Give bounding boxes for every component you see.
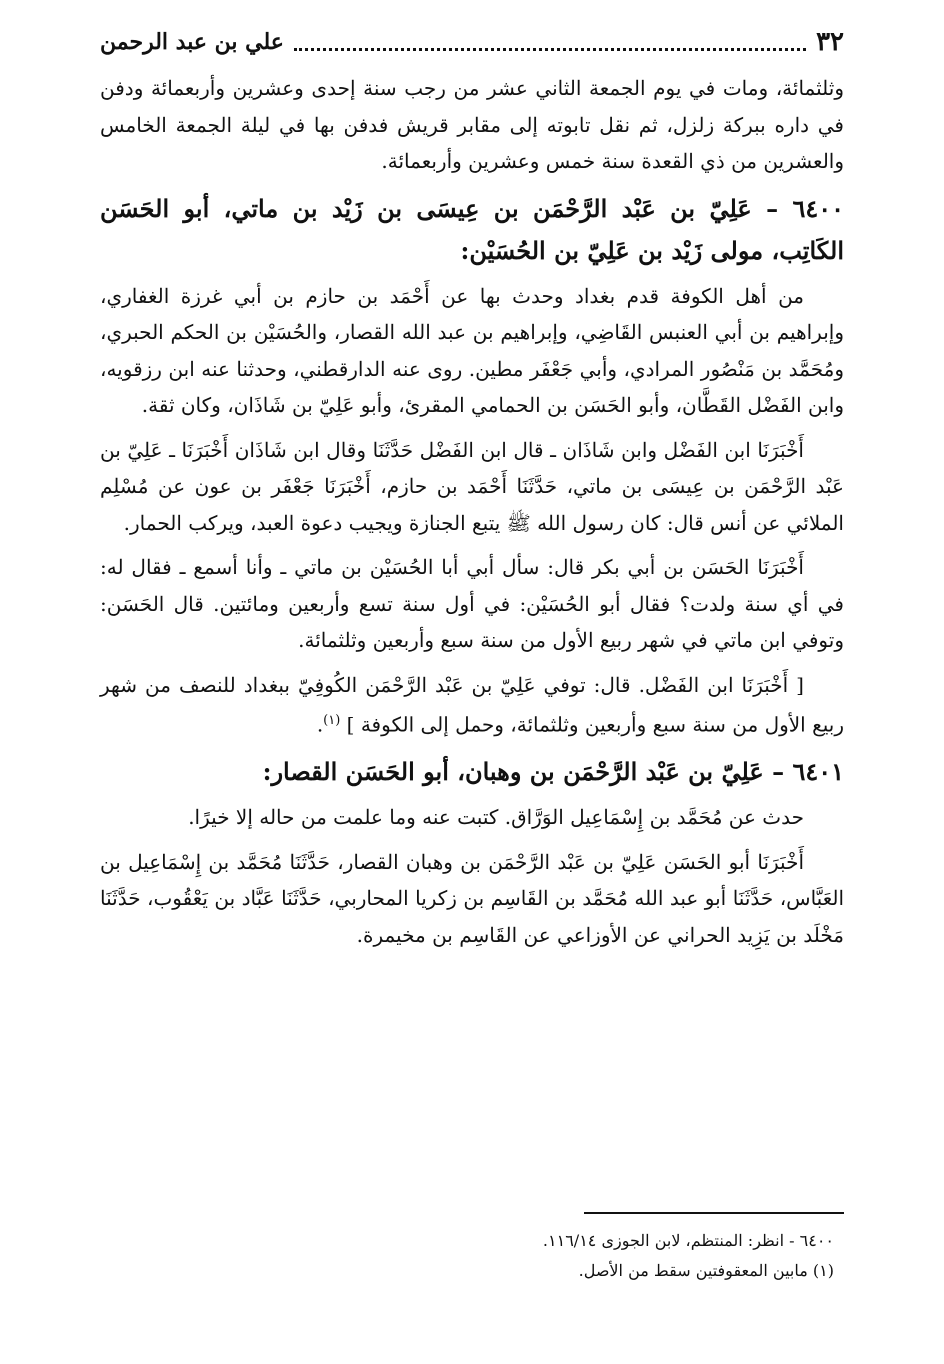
paragraph-entry-6400-death: [ أَخْبَرَنَا ابن الفَضْل. قال: توفي عَلِيّ بن عَبْد الرَّحْمَن الكُوفِيّ ببغداد للنصف من شهر ربيع الأول من سنة سبع وأربعين وثلثمائة، وحمل إلى الكوفة ] $^{(١)}$. [100, 672, 844, 737]
paragraph-continuation: وثلثمائة، ومات في يوم الجمعة الثاني عشر من رجب سنة إحدى وعشرين وأربعمائة ودفن في داره ببركة زلزل، ثم نقل تابوته إلى مقابر قريش فدفن بها في ليلة الجمعة الخامس والعشرين من ذي القعدة سنة خمس وعشرين وأربعمائة. [100, 76, 844, 173]
paragraph-entry-6401-hadith: أَخْبَرَنَا أبو الحَسَن عَلِيّ بن عَبْد الرَّحْمَن بن وهبان القصار، حَدَّثَنَا مُحَمَّد بن إِسْمَاعِيل بن العَبَّاس، حَدَّثَنَا أبو عبد الله مُحَمَّد بن القَاسِم بن زكريا المحاربي، حَدَّثَنَا عَبَّاد بن يَعْقُوب، حَدَّثَنَا مَخْلَد بن يَزِيد الحراني عن الأوزاعي عن القَاسِم بن مخيمرة. [100, 849, 844, 947]
running-title: علي بن عبد الرحمن [100, 29, 284, 55]
footnote-ref-1: (١) [323, 713, 341, 728]
death-note-text: [ أَخْبَرَنَا ابن الفَضْل. قال: توفي عَلِيّ بن عَبْد الرَّحْمَن الكُوفِيّ ببغداد للنصف من شهر ربيع الأول من سنة سبع وأربعين وثلثمائة، وحمل إلى الكوفة ] [100, 672, 844, 737]
page-number: ٣٢ [816, 27, 844, 57]
entry-6400-heading: ٦٤٠٠ – عَلِيّ بن عَبْد الرَّحْمَن بن عِيسَى بن زَيْد بن ماتي، أبو الحَسَن الكَاتِب، مولى زَيْد بن عَلِيّ بن الحُسَيْن: [100, 193, 844, 265]
footnote-separator [584, 1212, 844, 1214]
page-body [100, 70, 844, 953]
entry-6401-heading: ٦٤٠١ – عَلِيّ بن عَبْد الرَّحْمَن بن وهبان، أبو الحَسَن القصار: [262, 757, 844, 787]
paragraph-entry-6400-bio: من أهل الكوفة قدم بغداد وحدث بها عن أَحْمَد بن حازم بن أبي غرزة الغفاري، وإبراهيم بن أبي العنبس القَاضِي، وإبراهيم بن عبد الله القصار، والحُسَيْن بن الحكم الحبري، ومُحَمَّد بن مَنْصُور المرادي، وأبي جَعْفَر مطين. روى عنه الدارقطني، وحدثنا عنه ابن رزقويه، وابن الفَضْل القَطَّان، وأبو الحَسَن بن الحمامي المقرئ، وأبو عَلِيّ بن شَاذَان، وكان ثقة. [100, 283, 844, 417]
footnotes [100, 1226, 834, 1286]
header-dot-leader [294, 34, 806, 51]
page-header [100, 22, 844, 62]
footnote-1: (١) مابين المعقوفتين سقط من الأصل. [578, 1261, 834, 1280]
paragraph-entry-6401-bio: حدث عن مُحَمَّد بن إِسْمَاعِيل الوَرَّاق. كتبت عنه وما علمت من حاله إلا خيرًا. [188, 805, 804, 830]
paragraph-entry-6400-birth: أَخْبَرَنَا الحَسَن بن أبي بكر قال: سأل أبي أبا الحُسَيْن بن ماتي ـ وأنا أسمع ـ فقال له: في أي سنة ولدت؟ فقال أبو الحُسَيْن: في أول سنة تسع وأربعين ومائتين. قال الحَسَن: وتوفي ابن ماتي في شهر ربيع الأول من سنة سبع وأربعين وثلثمائة. [100, 555, 844, 652]
footnote-entry-6400: ٦٤٠٠ - انظر: المنتظم، لابن الجوزى ١١٦/١٤. [542, 1231, 834, 1250]
paragraph-entry-6400-hadith: أَخْبَرَنَا ابن الفَضْل وابن شَاذَان ـ قال ابن الفَضْل حَدَّثَنَا وقال ابن شَاذَان أَخْبَرَنَا ـ عَلِيّ بن عَبْد الرَّحْمَن بن عِيسَى بن ماتي، حَدَّثَنَا أَحْمَد بن حازم، أَخْبَرَنَا جَعْفَر بن عون عن مُسْلِم الملائي عن أنس قال: كان رسول الله ﷺ يتبع الجنازة ويجيب دعوة العبد، ويركب الحمار. [100, 437, 844, 535]
